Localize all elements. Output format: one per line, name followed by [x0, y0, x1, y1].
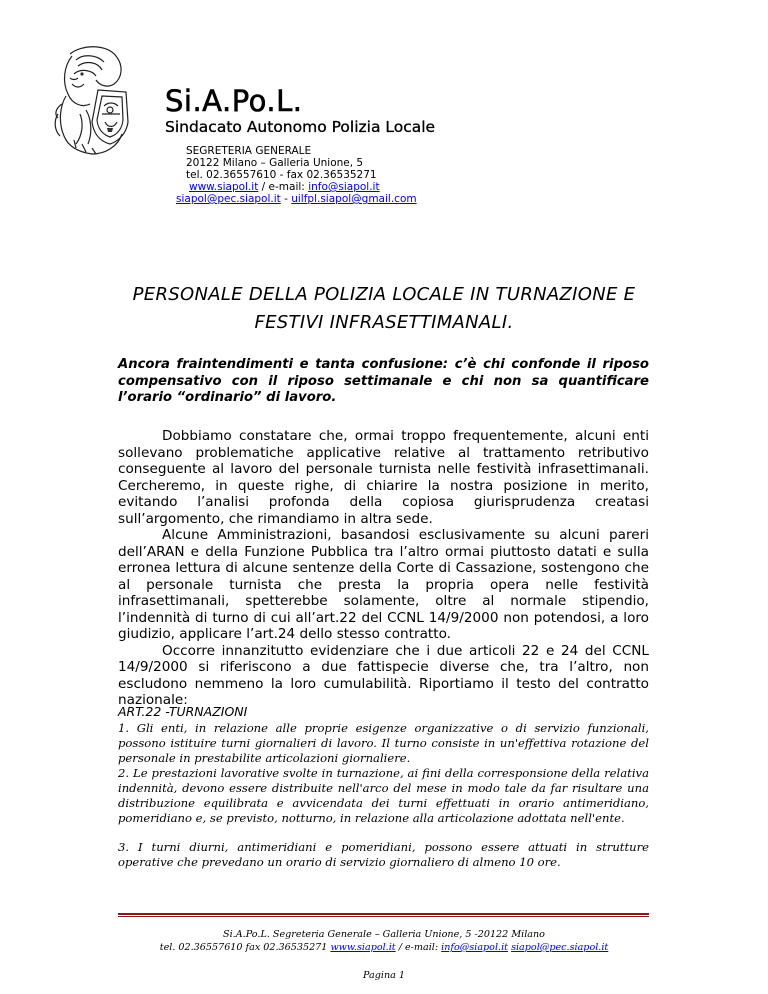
footer-email-separator: / e-mail:: [395, 942, 442, 953]
website-link[interactable]: www.siapol.it: [189, 181, 259, 193]
body-paragraph: Alcune Amministrazioni, basandosi esclusivamente su alcuni pareri dell’ARAN e della Funzione Pubblica tra l’altro ormai piuttosto datati e sulla erronea lettura di alcune sentenze della Corte di Cassazione, sostengono che al personale turnista che presta la propria opera nelle festività infrasettimanali, spetterebbe solamente, oltre al normale stipendio, l’indennità di turno di cui all’art.22 del CCNL 14/9/2000 non potendosi, a loro giudizio, applicare l’art.24 dello stesso contratto.: [118, 527, 649, 642]
footer-phone: tel. 02.36557610 fax 02.36535271: [159, 942, 331, 953]
article-clause: 1. Gli enti, in relazione alle proprie esigenze organizzative o di servizio funzionali, possono istituire turni giornalieri di lavoro. Il turno consiste in un'effettiva rotazione del personale in prestabilite articolazioni giornaliere.: [118, 721, 649, 765]
article-text: [118, 721, 649, 870]
pec-separator: -: [280, 193, 292, 205]
article-clause: 2. Le prestazioni lavorative svolte in turnazione, ai fini della corresponsione della relativa indennità, devono essere distribuite nell'arco del mese in modo tale da far risultare una distribuzione equilibrata e avvicendata dei turni effettuati in orario antimeridiano, pomeridiano e, se previsto, notturno, in relazione alla articolazione adottata nell'ente.: [118, 766, 649, 825]
org-name: Si.A.Po.L.: [165, 84, 303, 118]
address-line: SEGRETERIA GENERALE: [186, 145, 312, 157]
article-heading: ART.22 -TURNAZIONI: [118, 704, 248, 719]
footer-email-link[interactable]: info@siapol.it: [441, 942, 508, 953]
body-paragraph: Occorre innanzitutto evidenziare che i due articoli 22 e 24 del CCNL 14/9/2000 si riferiscono a due fattispecie diverse che, tra l’altro, non escludono nemmeno la loro cumulabilità. Riportiamo il testo del contratto nazionale:: [118, 642, 649, 708]
article-clause: 3. I turni diurni, antimeridiani e pomeridiani, possono essere attuati in strutture operative che prevedano un orario di servizio giornaliero di almeno 10 ore.: [118, 840, 649, 869]
document-title-line2: FESTIVI INFRASETTIMANALI.: [254, 312, 514, 333]
email-link[interactable]: info@siapol.it: [308, 181, 380, 193]
document-title-line1: PERSONALE DELLA POLIZIA LOCALE IN TURNAZIONE E: [132, 284, 636, 305]
footer-pec-link[interactable]: siapol@pec.siapol.it: [511, 942, 609, 953]
email-separator: / e-mail:: [258, 181, 309, 193]
footer-website-link[interactable]: www.siapol.it: [330, 942, 396, 953]
body-text: [118, 428, 649, 709]
footer-divider: [118, 916, 649, 917]
contact-line: [176, 193, 417, 205]
intro-paragraph: Ancora fraintendimenti e tanta confusione: c’è chi confonde il riposo compensativo con il riposo settimanale e chi non sa quantificare l’orario “ordinario” di lavoro.: [118, 357, 649, 405]
org-subtitle: Sindacato Autonomo Polizia Locale: [165, 118, 436, 136]
contact-line: [189, 181, 380, 193]
footer-line2: [0, 942, 768, 953]
footer-line1: Si.A.Po.L. Segreteria Generale – Galleria Unione, 5 -20122 Milano: [223, 929, 545, 940]
page-number: Pagina 1: [362, 970, 405, 981]
address-line: 20122 Milano – Galleria Unione, 5: [186, 157, 364, 169]
address-line: tel. 02.36557610 - fax 02.36535271: [186, 169, 377, 181]
footer-divider: [118, 913, 649, 915]
email2-link[interactable]: uilfpl.siapol@gmail.com: [291, 193, 417, 205]
lion-crest-icon: [52, 44, 134, 158]
body-paragraph: Dobbiamo constatare che, ormai troppo frequentemente, alcuni enti sollevano problematiche applicative relative al trattamento retributivo conseguente al lavoro del personale turnista nelle festività infrasettimanali. Cercheremo, in queste righe, di chiarire la nostra posizione in merito, evitando l’analisi profonda della copiosa giurisprudenza creatasi sull’argomento, che rimandiamo in altra sede.: [118, 428, 649, 527]
pec-link[interactable]: siapol@pec.siapol.it: [176, 193, 281, 205]
